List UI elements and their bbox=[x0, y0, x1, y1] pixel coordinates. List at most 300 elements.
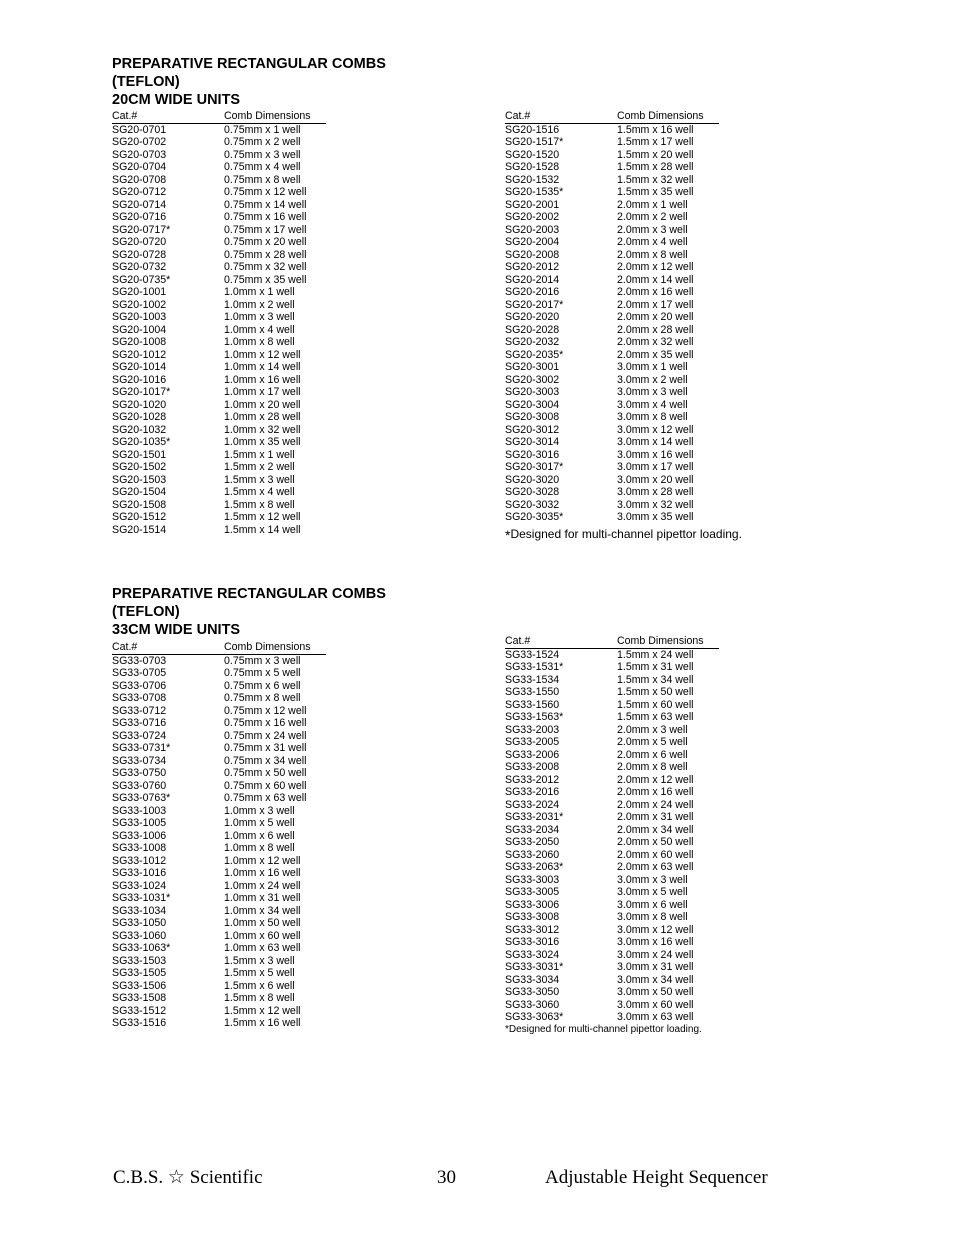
comb-dimensions: 3.0mm x 3 well bbox=[617, 386, 688, 399]
cat-number: SG20-2004 bbox=[505, 236, 560, 249]
comb-dimensions: 2.0mm x 12 well bbox=[617, 773, 694, 786]
comb-dimensions: 0.75mm x 5 well bbox=[224, 667, 301, 680]
comb-dimensions: 2.0mm x 28 well bbox=[617, 323, 694, 336]
table-row bbox=[112, 830, 326, 843]
cat-number: SG33-1534 bbox=[505, 673, 560, 686]
comb-dimensions: 1.5mm x 50 well bbox=[617, 686, 694, 699]
table-row bbox=[112, 499, 326, 512]
comb-dimensions: 1.0mm x 60 well bbox=[224, 929, 301, 942]
comb-dimensions: 1.5mm x 8 well bbox=[224, 992, 295, 1005]
cat-number: SG20-1003 bbox=[112, 311, 167, 324]
table-row bbox=[112, 224, 326, 237]
comb-dimensions: 1.0mm x 16 well bbox=[224, 373, 301, 386]
cat-number: SG20-1032 bbox=[112, 423, 167, 436]
cat-number: SG33-0760 bbox=[112, 779, 167, 792]
cat-number: SG33-1024 bbox=[112, 879, 167, 892]
cat-number: SG20-3014 bbox=[505, 436, 560, 449]
table-row bbox=[505, 649, 719, 662]
table-row bbox=[505, 399, 719, 412]
comb-dimensions: 1.5mm x 5 well bbox=[224, 967, 295, 980]
comb-dimensions: 3.0mm x 24 well bbox=[617, 948, 694, 961]
table-row bbox=[505, 849, 719, 862]
comb-dimensions: 0.75mm x 32 well bbox=[224, 261, 307, 274]
table-row bbox=[112, 461, 326, 474]
table-row bbox=[112, 411, 326, 424]
footnote-33cm: *Designed for multi-channel pipettor loading. bbox=[505, 1024, 702, 1035]
cat-number: SG33-1512 bbox=[112, 1004, 167, 1017]
cat-number: SG33-1550 bbox=[505, 686, 560, 699]
cat-number: SG20-1001 bbox=[112, 286, 167, 299]
cat-number: SG33-1012 bbox=[112, 854, 167, 867]
cat-number: SG20-1514 bbox=[112, 524, 167, 536]
table-row bbox=[505, 361, 719, 374]
comb-dimensions: 2.0mm x 60 well bbox=[617, 848, 694, 861]
cat-number: SG33-1031* bbox=[112, 892, 171, 905]
comb-dimensions: 3.0mm x 28 well bbox=[617, 486, 694, 499]
table-row bbox=[505, 749, 719, 762]
comb-dimensions: 1.5mm x 14 well bbox=[224, 524, 301, 536]
table-row bbox=[505, 699, 719, 712]
table-row bbox=[112, 1005, 326, 1018]
table-row bbox=[505, 899, 719, 912]
table-row bbox=[505, 786, 719, 799]
table-row bbox=[505, 311, 719, 324]
comb-dimensions: 0.75mm x 34 well bbox=[224, 754, 307, 767]
cat-number: SG20-1017* bbox=[112, 386, 171, 399]
comb-dimensions: 0.75mm x 63 well bbox=[224, 792, 307, 805]
cat-number: SG33-2012 bbox=[505, 773, 560, 786]
footer-page-number: 30 bbox=[437, 1167, 456, 1188]
column-header-cat: Cat.# bbox=[112, 110, 138, 122]
comb-dimensions: 1.5mm x 16 well bbox=[617, 123, 694, 136]
column-header-cat: Cat.# bbox=[505, 110, 531, 122]
table-row bbox=[505, 486, 719, 499]
cat-number: SG20-2003 bbox=[505, 223, 560, 236]
comb-dimensions: 3.0mm x 4 well bbox=[617, 398, 688, 411]
cat-number: SG20-3028 bbox=[505, 486, 560, 499]
table-row bbox=[112, 792, 326, 805]
table-row bbox=[112, 449, 326, 462]
table-row bbox=[112, 249, 326, 262]
cat-number: SG33-0708 bbox=[112, 692, 167, 705]
comb-dimensions: 1.5mm x 12 well bbox=[224, 1004, 301, 1017]
comb-dimensions: 3.0mm x 16 well bbox=[617, 936, 694, 949]
cat-number: SG33-0705 bbox=[112, 667, 167, 680]
table-row bbox=[505, 436, 719, 449]
comb-dimensions: 1.0mm x 16 well bbox=[224, 867, 301, 880]
heading-line: 33CM WIDE UNITS bbox=[112, 622, 241, 638]
table-row bbox=[505, 449, 719, 462]
cat-number: SG20-2002 bbox=[505, 211, 560, 224]
comb-dimensions: 2.0mm x 1 well bbox=[617, 198, 688, 211]
comb-dimensions: 1.0mm x 63 well bbox=[224, 942, 301, 955]
comb-dimensions: 0.75mm x 8 well bbox=[224, 173, 301, 186]
cat-number: SG20-3020 bbox=[505, 473, 560, 486]
table-row bbox=[505, 424, 719, 437]
cat-number: SG20-0704 bbox=[112, 161, 167, 174]
cat-number: SG20-1503 bbox=[112, 473, 167, 486]
table-row bbox=[112, 399, 326, 412]
comb-table-20cm-right bbox=[505, 110, 719, 524]
column-header-dimensions: Comb Dimensions bbox=[617, 635, 704, 647]
cat-number: SG20-1028 bbox=[112, 411, 167, 424]
comb-dimensions: 1.0mm x 31 well bbox=[224, 892, 301, 905]
comb-dimensions: 3.0mm x 50 well bbox=[617, 986, 694, 999]
table-row bbox=[505, 124, 719, 137]
cat-number: SG20-0717* bbox=[112, 223, 171, 236]
table-row bbox=[112, 867, 326, 880]
table-row bbox=[112, 755, 326, 768]
comb-dimensions: 2.0mm x 14 well bbox=[617, 273, 694, 286]
table-row bbox=[505, 186, 719, 199]
table-row bbox=[112, 705, 326, 718]
cat-number: SG33-3005 bbox=[505, 886, 560, 899]
table-row bbox=[505, 1011, 719, 1024]
comb-dimensions: 3.0mm x 1 well bbox=[617, 361, 688, 374]
table-row bbox=[112, 780, 326, 793]
comb-dimensions: 0.75mm x 31 well bbox=[224, 742, 307, 755]
comb-dimensions: 1.0mm x 4 well bbox=[224, 323, 295, 336]
comb-dimensions: 1.5mm x 20 well bbox=[617, 148, 694, 161]
comb-dimensions: 1.0mm x 14 well bbox=[224, 361, 301, 374]
cat-number: SG33-1560 bbox=[505, 698, 560, 711]
cat-number: SG33-0712 bbox=[112, 704, 167, 717]
comb-dimensions: 1.5mm x 1 well bbox=[224, 448, 295, 461]
footnote-20cm bbox=[505, 527, 742, 543]
comb-dimensions: 2.0mm x 12 well bbox=[617, 261, 694, 274]
comb-dimensions: 1.0mm x 3 well bbox=[224, 804, 295, 817]
cat-number: SG20-1516 bbox=[505, 123, 560, 136]
table-row bbox=[505, 811, 719, 824]
comb-dimensions: 3.0mm x 5 well bbox=[617, 886, 688, 899]
table-row bbox=[505, 324, 719, 337]
table-row bbox=[112, 299, 326, 312]
table-row bbox=[112, 374, 326, 387]
table-row bbox=[505, 999, 719, 1012]
column-header-dimensions: Comb Dimensions bbox=[224, 110, 311, 122]
column-header-cat: Cat.# bbox=[112, 641, 138, 653]
comb-dimensions: 1.5mm x 32 well bbox=[617, 173, 694, 186]
comb-table-20cm-left bbox=[112, 110, 326, 537]
table-row bbox=[112, 942, 326, 955]
comb-dimensions: 1.5mm x 3 well bbox=[224, 954, 295, 967]
table-row bbox=[505, 911, 719, 924]
cat-number: SG20-2032 bbox=[505, 336, 560, 349]
comb-dimensions: 0.75mm x 35 well bbox=[224, 273, 307, 286]
table-header bbox=[505, 110, 719, 124]
comb-dimensions: 2.0mm x 6 well bbox=[617, 748, 688, 761]
table-row bbox=[112, 211, 326, 224]
cat-number: SG33-3006 bbox=[505, 898, 560, 911]
table-row bbox=[112, 917, 326, 930]
cat-number: SG33-1006 bbox=[112, 829, 167, 842]
comb-dimensions: 0.75mm x 3 well bbox=[224, 148, 301, 161]
comb-dimensions: 0.75mm x 16 well bbox=[224, 717, 307, 730]
table-row bbox=[505, 986, 719, 999]
comb-dimensions: 0.75mm x 3 well bbox=[224, 654, 301, 667]
cat-number: SG33-1016 bbox=[112, 867, 167, 880]
comb-dimensions: 2.0mm x 17 well bbox=[617, 298, 694, 311]
table-row bbox=[505, 286, 719, 299]
cat-number: SG33-3003 bbox=[505, 873, 560, 886]
comb-dimensions: 2.0mm x 50 well bbox=[617, 836, 694, 849]
cat-number: SG20-1035* bbox=[112, 436, 171, 449]
cat-number: SG20-3003 bbox=[505, 386, 560, 399]
comb-dimensions: 2.0mm x 31 well bbox=[617, 811, 694, 824]
cat-number: SG33-2024 bbox=[505, 798, 560, 811]
comb-dimensions: 1.0mm x 28 well bbox=[224, 411, 301, 424]
cat-number: SG20-1002 bbox=[112, 298, 167, 311]
comb-dimensions: 3.0mm x 16 well bbox=[617, 448, 694, 461]
cat-number: SG20-0702 bbox=[112, 136, 167, 149]
cat-number: SG33-0724 bbox=[112, 729, 167, 742]
comb-dimensions: 2.0mm x 5 well bbox=[617, 736, 688, 749]
cat-number: SG33-1008 bbox=[112, 842, 167, 855]
table-row bbox=[505, 961, 719, 974]
table-row bbox=[112, 880, 326, 893]
cat-number: SG33-3034 bbox=[505, 973, 560, 986]
cat-number: SG20-1535* bbox=[505, 186, 564, 199]
cat-number: SG20-0720 bbox=[112, 236, 167, 249]
table-row bbox=[505, 411, 719, 424]
comb-dimensions: 3.0mm x 8 well bbox=[617, 411, 688, 424]
comb-table-33cm-right bbox=[505, 635, 719, 1024]
table-row bbox=[112, 199, 326, 212]
comb-dimensions: 3.0mm x 63 well bbox=[617, 1011, 694, 1024]
cat-number: SG20-1501 bbox=[112, 448, 167, 461]
cat-number: SG20-1517* bbox=[505, 136, 564, 149]
comb-dimensions: 1.0mm x 12 well bbox=[224, 348, 301, 361]
comb-dimensions: 3.0mm x 20 well bbox=[617, 473, 694, 486]
table-row bbox=[112, 474, 326, 487]
comb-dimensions: 3.0mm x 12 well bbox=[617, 923, 694, 936]
table-row bbox=[505, 974, 719, 987]
table-row bbox=[112, 817, 326, 830]
comb-dimensions: 2.0mm x 8 well bbox=[617, 248, 688, 261]
cat-number: SG20-3032 bbox=[505, 498, 560, 511]
table-header bbox=[112, 110, 326, 124]
table-row bbox=[505, 174, 719, 187]
comb-dimensions: 2.0mm x 16 well bbox=[617, 286, 694, 299]
table-row bbox=[112, 980, 326, 993]
table-row bbox=[112, 967, 326, 980]
cat-number: SG20-3012 bbox=[505, 423, 560, 436]
table-row bbox=[112, 486, 326, 499]
comb-dimensions: 2.0mm x 3 well bbox=[617, 723, 688, 736]
section-heading-20cm bbox=[112, 55, 386, 109]
comb-dimensions: 1.0mm x 17 well bbox=[224, 386, 301, 399]
comb-dimensions: 3.0mm x 34 well bbox=[617, 973, 694, 986]
table-row bbox=[505, 249, 719, 262]
cat-number: SG33-2063* bbox=[505, 861, 564, 874]
cat-number: SG20-1508 bbox=[112, 498, 167, 511]
cat-number: SG20-0701 bbox=[112, 123, 167, 136]
cat-number: SG20-2035* bbox=[505, 348, 564, 361]
comb-dimensions: 1.0mm x 34 well bbox=[224, 904, 301, 917]
cat-number: SG20-2028 bbox=[505, 323, 560, 336]
cat-number: SG33-1508 bbox=[112, 992, 167, 1005]
comb-dimensions: 3.0mm x 6 well bbox=[617, 898, 688, 911]
cat-number: SG20-0716 bbox=[112, 211, 167, 224]
cat-number: SG20-3016 bbox=[505, 448, 560, 461]
table-row bbox=[505, 736, 719, 749]
table-row bbox=[505, 886, 719, 899]
comb-dimensions: 0.75mm x 8 well bbox=[224, 692, 301, 705]
cat-number: SG33-3063* bbox=[505, 1011, 564, 1024]
comb-dimensions: 1.5mm x 16 well bbox=[224, 1017, 301, 1030]
table-row bbox=[505, 374, 719, 387]
comb-dimensions: 0.75mm x 16 well bbox=[224, 211, 307, 224]
cat-number: SG33-2006 bbox=[505, 748, 560, 761]
table-row bbox=[505, 761, 719, 774]
table-row bbox=[505, 136, 719, 149]
table-row bbox=[112, 730, 326, 743]
cat-number: SG20-0728 bbox=[112, 248, 167, 261]
comb-dimensions: 1.5mm x 24 well bbox=[617, 648, 694, 661]
comb-dimensions: 1.0mm x 8 well bbox=[224, 842, 295, 855]
cat-number: SG20-2017* bbox=[505, 298, 564, 311]
cat-number: SG33-2005 bbox=[505, 736, 560, 749]
comb-dimensions: 0.75mm x 2 well bbox=[224, 136, 301, 149]
cat-number: SG33-1563* bbox=[505, 711, 564, 724]
table-row bbox=[112, 361, 326, 374]
cat-number: SG20-1502 bbox=[112, 461, 167, 474]
table-row bbox=[112, 161, 326, 174]
cat-number: SG33-1050 bbox=[112, 917, 167, 930]
heading-line: PREPARATIVE RECTANGULAR COMBS bbox=[112, 56, 386, 72]
table-header bbox=[112, 641, 326, 655]
comb-dimensions: 2.0mm x 24 well bbox=[617, 798, 694, 811]
comb-dimensions: 2.0mm x 3 well bbox=[617, 223, 688, 236]
comb-dimensions: 0.75mm x 20 well bbox=[224, 236, 307, 249]
table-row bbox=[505, 774, 719, 787]
cat-number: SG33-1524 bbox=[505, 648, 560, 661]
comb-dimensions: 1.0mm x 3 well bbox=[224, 311, 295, 324]
comb-dimensions: 3.0mm x 14 well bbox=[617, 436, 694, 449]
cat-number: SG33-3060 bbox=[505, 998, 560, 1011]
table-row bbox=[505, 299, 719, 312]
comb-dimensions: 2.0mm x 63 well bbox=[617, 861, 694, 874]
cat-number: SG33-3008 bbox=[505, 911, 560, 924]
table-row bbox=[112, 930, 326, 943]
cat-number: SG20-1014 bbox=[112, 361, 167, 374]
footer-product: Adjustable Height Sequencer bbox=[545, 1167, 768, 1188]
cat-number: SG20-2016 bbox=[505, 286, 560, 299]
comb-dimensions: 0.75mm x 6 well bbox=[224, 679, 301, 692]
cat-number: SG33-3016 bbox=[505, 936, 560, 949]
cat-number: SG33-0731* bbox=[112, 742, 171, 755]
heading-line: (TEFLON) bbox=[112, 74, 180, 90]
cat-number: SG33-0763* bbox=[112, 792, 171, 805]
table-row bbox=[112, 742, 326, 755]
table-row bbox=[112, 124, 326, 137]
comb-dimensions: 1.0mm x 20 well bbox=[224, 398, 301, 411]
cat-number: SG20-1504 bbox=[112, 486, 167, 499]
table-row bbox=[112, 805, 326, 818]
comb-dimensions: 3.0mm x 2 well bbox=[617, 373, 688, 386]
cat-number: SG33-1531* bbox=[505, 661, 564, 674]
comb-dimensions: 1.5mm x 8 well bbox=[224, 498, 295, 511]
table-row bbox=[505, 711, 719, 724]
cat-number: SG33-0706 bbox=[112, 679, 167, 692]
table-row bbox=[112, 136, 326, 149]
table-row bbox=[505, 274, 719, 287]
comb-dimensions: 2.0mm x 35 well bbox=[617, 348, 694, 361]
cat-number: SG20-0735* bbox=[112, 273, 171, 286]
cat-number: SG20-1012 bbox=[112, 348, 167, 361]
comb-dimensions: 1.5mm x 6 well bbox=[224, 979, 295, 992]
comb-dimensions: 3.0mm x 35 well bbox=[617, 511, 694, 524]
table-row bbox=[505, 336, 719, 349]
comb-dimensions: 0.75mm x 28 well bbox=[224, 248, 307, 261]
comb-dimensions: 1.0mm x 2 well bbox=[224, 298, 295, 311]
table-row bbox=[505, 461, 719, 474]
comb-dimensions: 0.75mm x 50 well bbox=[224, 767, 307, 780]
table-row bbox=[112, 286, 326, 299]
cat-number: SG20-1004 bbox=[112, 323, 167, 336]
column-header-cat: Cat.# bbox=[505, 635, 531, 647]
cat-number: SG33-1503 bbox=[112, 954, 167, 967]
table-row bbox=[505, 499, 719, 512]
table-row bbox=[112, 386, 326, 399]
cat-number: SG33-2016 bbox=[505, 786, 560, 799]
comb-dimensions: 2.0mm x 34 well bbox=[617, 823, 694, 836]
cat-number: SG20-0714 bbox=[112, 198, 167, 211]
table-row bbox=[112, 336, 326, 349]
comb-dimensions: 3.0mm x 60 well bbox=[617, 998, 694, 1011]
cat-number: SG33-2050 bbox=[505, 836, 560, 849]
cat-number: SG33-0716 bbox=[112, 717, 167, 730]
cat-number: SG20-2001 bbox=[505, 198, 560, 211]
table-row bbox=[112, 149, 326, 162]
table-row bbox=[505, 224, 719, 237]
cat-number: SG20-1512 bbox=[112, 511, 167, 524]
column-header-dimensions: Comb Dimensions bbox=[617, 110, 704, 122]
cat-number: SG20-0703 bbox=[112, 148, 167, 161]
footnote-star: * bbox=[505, 527, 511, 543]
table-row bbox=[112, 905, 326, 918]
table-row bbox=[112, 174, 326, 187]
cat-number: SG33-1005 bbox=[112, 817, 167, 830]
comb-dimensions: 3.0mm x 32 well bbox=[617, 498, 694, 511]
table-row bbox=[505, 949, 719, 962]
comb-dimensions: 1.0mm x 1 well bbox=[224, 286, 295, 299]
table-row bbox=[112, 524, 326, 537]
comb-dimensions: 2.0mm x 20 well bbox=[617, 311, 694, 324]
cat-number: SG20-1528 bbox=[505, 161, 560, 174]
comb-dimensions: 1.5mm x 31 well bbox=[617, 661, 694, 674]
comb-dimensions: 1.5mm x 3 well bbox=[224, 473, 295, 486]
cat-number: SG33-1506 bbox=[112, 979, 167, 992]
table-row bbox=[112, 511, 326, 524]
cat-number: SG33-1516 bbox=[112, 1017, 167, 1030]
table-row bbox=[505, 824, 719, 837]
comb-dimensions: 2.0mm x 8 well bbox=[617, 761, 688, 774]
comb-dimensions: 3.0mm x 12 well bbox=[617, 423, 694, 436]
table-row bbox=[505, 161, 719, 174]
table-row bbox=[505, 836, 719, 849]
table-row bbox=[505, 874, 719, 887]
table-row bbox=[505, 474, 719, 487]
table-row bbox=[112, 311, 326, 324]
table-row bbox=[112, 955, 326, 968]
cat-number: SG33-1034 bbox=[112, 904, 167, 917]
table-row bbox=[112, 424, 326, 437]
comb-dimensions: 0.75mm x 12 well bbox=[224, 704, 307, 717]
table-row bbox=[112, 692, 326, 705]
table-row bbox=[505, 924, 719, 937]
comb-dimensions: 1.5mm x 60 well bbox=[617, 698, 694, 711]
